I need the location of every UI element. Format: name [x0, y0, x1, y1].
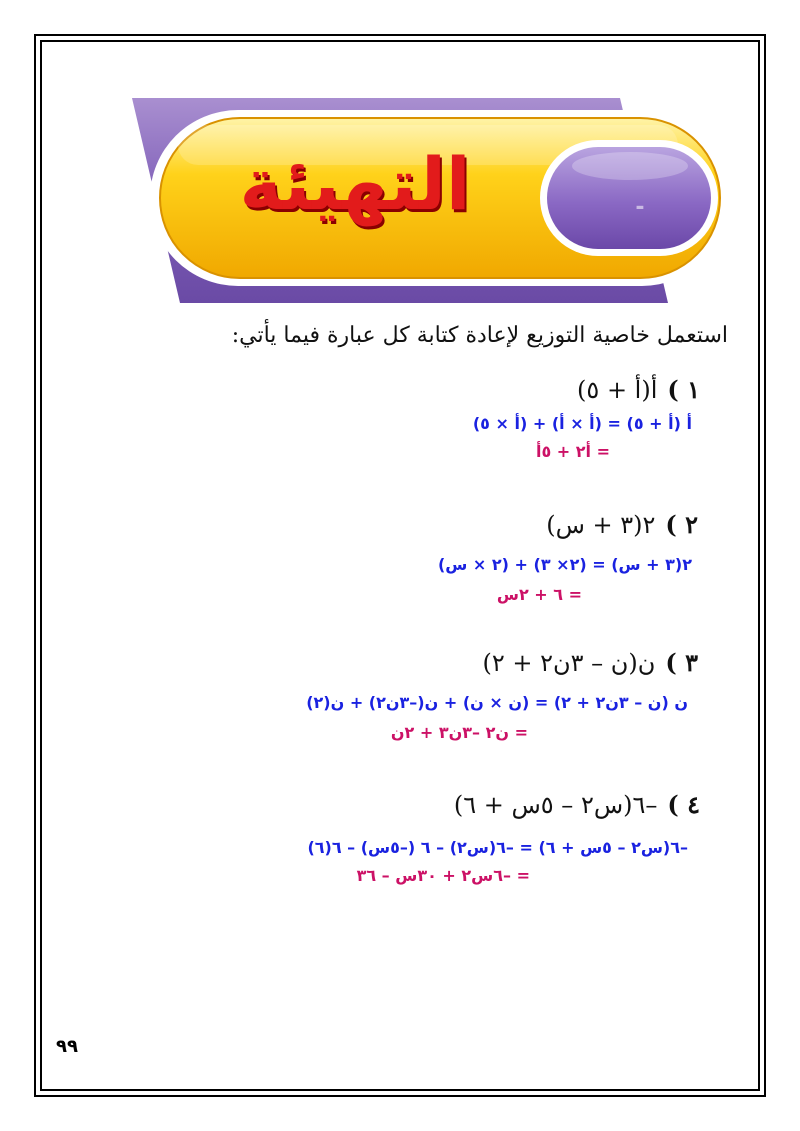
page-number: ٩٩	[56, 1036, 78, 1057]
exercise-2-question	[546, 510, 698, 539]
exercise-2-step1: ٢(٣ + س) = (٢× ٣) + (٢ × س)	[437, 555, 692, 574]
exercise-3-number: ٣ )	[665, 648, 698, 677]
exercise-3-question	[482, 648, 698, 677]
exercise-3-expression: ن(ن – ٣ن٢ + ٢)	[482, 649, 656, 677]
exercise-4-expression: –٦(س٢ – ٥س + ٦)	[453, 791, 658, 819]
exercise-4-question	[454, 790, 700, 819]
exercise-2-expression: ٢(٣ + س)	[546, 511, 656, 539]
pill-mark: -	[635, 195, 645, 220]
exercise-4-step2: = –٦س٢ + ٣٠س – ٣٦	[356, 866, 530, 885]
page-title: التهيئة	[239, 142, 471, 226]
exercise-1-expression: أ(أ + ٥)	[577, 376, 658, 404]
exercise-1-step1: أ (أ + ٥) = (أ × أ) + (أ × ٥)	[472, 414, 692, 433]
instruction-text: استعمل خاصية التوزيع لإعادة كتابة كل عبارة فيما يأتي:	[231, 323, 728, 348]
exercise-1-step2: = أ٢ + ٥أ	[535, 442, 610, 461]
exercise-1-number: ١ )	[667, 375, 700, 404]
pill-gloss	[572, 152, 688, 180]
exercise-4-step1: –٦(س٢ – ٥س + ٦) = –٦(س٢) – ٦ (–٥س) – ٦(٦)	[307, 838, 688, 857]
exercise-1-question	[577, 375, 700, 404]
exercise-2-step2: = ٦ + ٢س	[496, 585, 582, 604]
exercise-4-number: ٤ )	[667, 790, 700, 819]
exercise-3-step2: = ن٢ –٣ن٣ + ٢ن	[390, 723, 528, 742]
exercise-2-number: ٢ )	[665, 510, 698, 539]
exercise-3-step1: ن (ن – ٣ن٢ + ٢) = (ن × ن) + ن(–٣ن٢) + ن(٢)	[306, 693, 688, 712]
